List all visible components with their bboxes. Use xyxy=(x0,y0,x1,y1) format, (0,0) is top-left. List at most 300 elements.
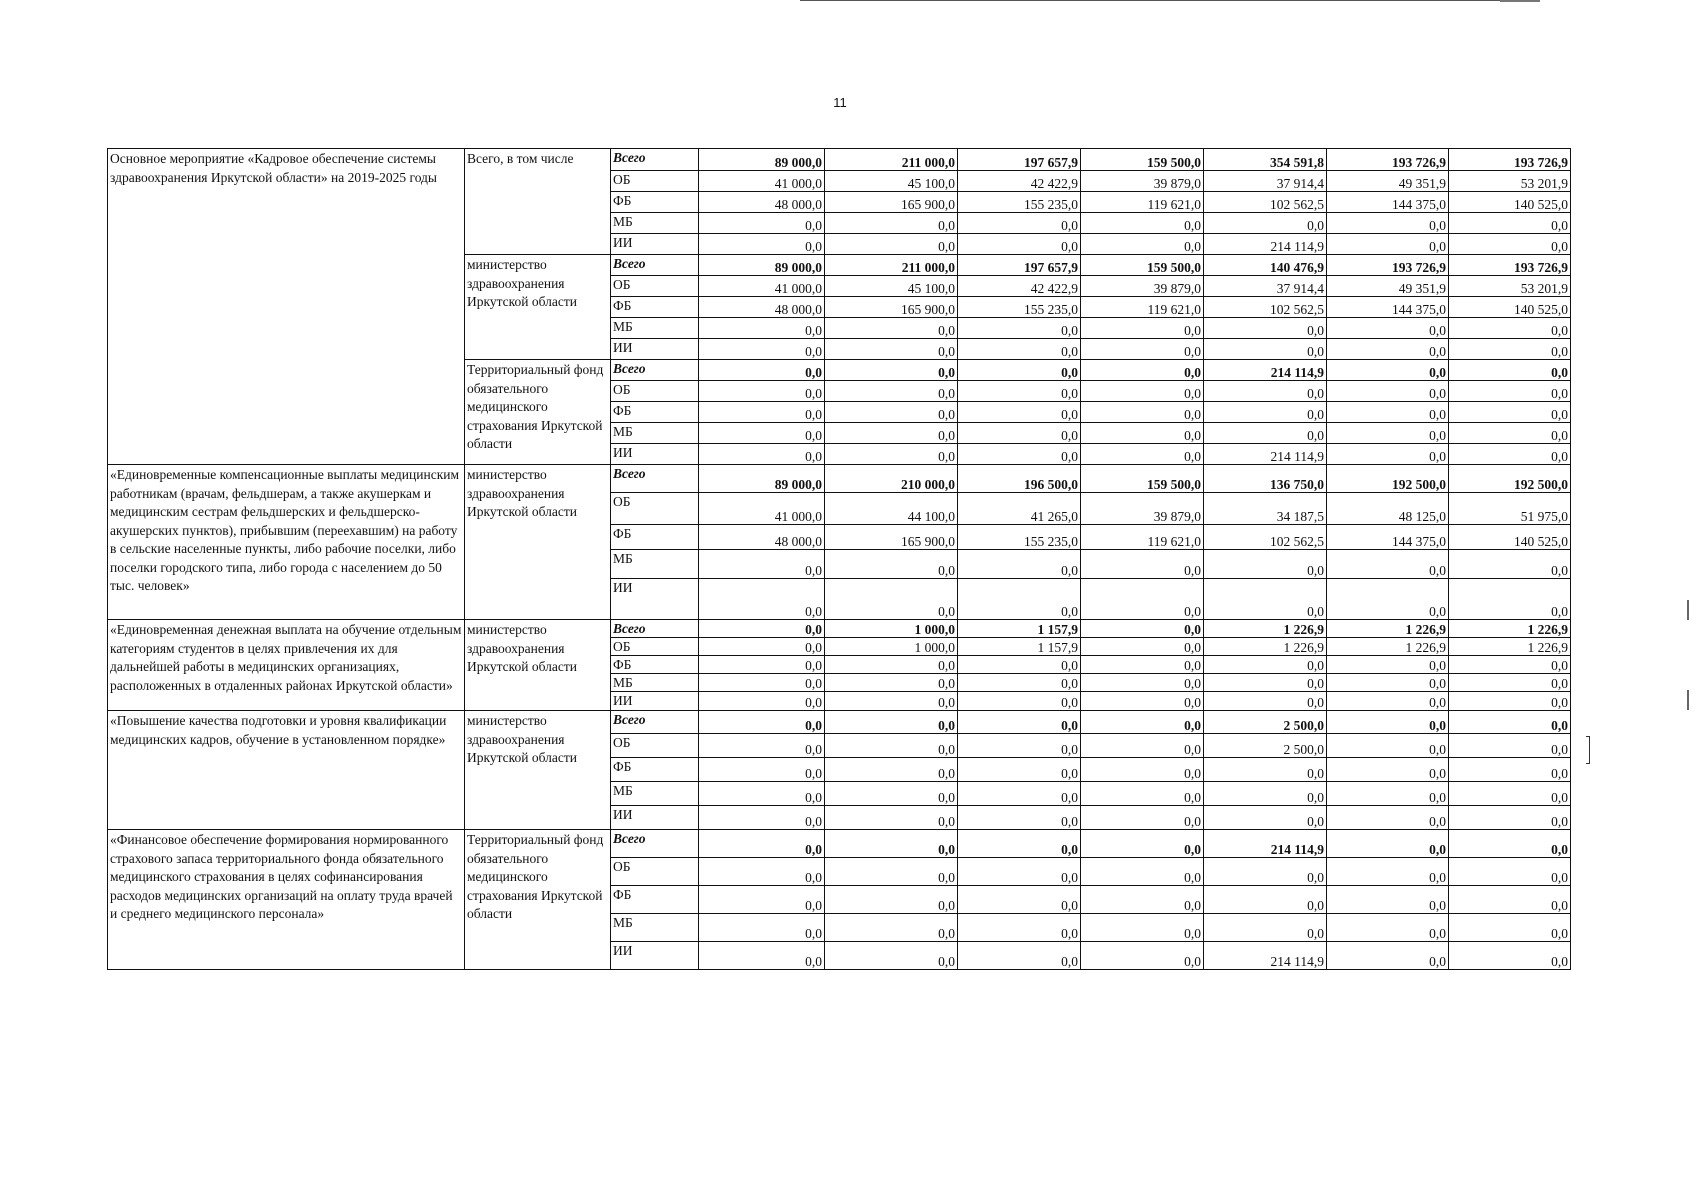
amount-cell: 41 000,0 xyxy=(699,276,825,297)
activity-description: «Финансовое обеспечение формирования нормированного страхового запаса территориального фонда обязательного медицинского страхования в целях софинансирования расходов медицинских организаций на оплату труда врачей и среднего медицинского персонала» xyxy=(108,830,465,970)
amount-cell: 0,0 xyxy=(1081,579,1204,620)
table-row xyxy=(108,149,1571,171)
amount-cell: 0,0 xyxy=(1081,381,1204,402)
amount-cell: 0,0 xyxy=(1327,806,1449,830)
amount-cell: 0,0 xyxy=(1327,234,1449,255)
table-row xyxy=(108,465,1571,493)
amount-cell: 89 000,0 xyxy=(699,255,825,276)
executor-cell: министерство здравоохранения Иркутской области xyxy=(465,465,611,620)
amount-cell: 0,0 xyxy=(825,656,958,674)
amount-cell: 0,0 xyxy=(1081,758,1204,782)
amount-cell: 0,0 xyxy=(1449,213,1571,234)
amount-cell: 39 879,0 xyxy=(1081,276,1204,297)
amount-cell: 0,0 xyxy=(1449,550,1571,579)
amount-cell: 0,0 xyxy=(825,734,958,758)
amount-cell: 0,0 xyxy=(699,886,825,914)
funding-source-cell: МБ xyxy=(611,423,699,444)
amount-cell: 0,0 xyxy=(1081,734,1204,758)
amount-cell: 0,0 xyxy=(699,339,825,360)
amount-cell: 0,0 xyxy=(958,402,1081,423)
page-number: 11 xyxy=(833,95,847,110)
amount-cell: 2 500,0 xyxy=(1204,734,1327,758)
amount-cell: 0,0 xyxy=(1081,886,1204,914)
amount-cell: 0,0 xyxy=(1204,402,1327,423)
amount-cell: 0,0 xyxy=(1327,402,1449,423)
amount-cell: 0,0 xyxy=(958,213,1081,234)
amount-cell: 0,0 xyxy=(1081,339,1204,360)
executor-cell: Территориальный фонд обязательного медицинского страхования Иркутской области xyxy=(465,360,611,465)
amount-cell: 1 000,0 xyxy=(825,638,958,656)
activity-description: «Единовременная денежная выплата на обучение отдельным категориям студентов в целях привлечения их для дальнейшей работы в медицинских организациях, расположенных в отдаленных районах Иркутской области» xyxy=(108,620,465,711)
amount-cell: 42 422,9 xyxy=(958,171,1081,192)
amount-cell: 0,0 xyxy=(699,942,825,970)
amount-cell: 0,0 xyxy=(958,734,1081,758)
activity-description: «Единовременные компенсационные выплаты медицинским работникам (врачам, фельдшерам, а также акушеркам и медицинским сестрам фельдшерских и фельдшерско-акушерских пунктов), прибывшим (переехавшим) на работу в сельские населенные пункты, либо рабочие поселки, либо поселки городского типа, либо города с населением до 50 тыс. человек» xyxy=(108,465,465,620)
amount-cell: 1 226,9 xyxy=(1449,638,1571,656)
amount-cell: 0,0 xyxy=(1204,213,1327,234)
amount-cell: 214 114,9 xyxy=(1204,234,1327,255)
funding-source-cell: МБ xyxy=(611,550,699,579)
amount-cell: 39 879,0 xyxy=(1081,171,1204,192)
amount-cell: 197 657,9 xyxy=(958,149,1081,171)
budget-table xyxy=(107,148,1571,970)
amount-cell: 0,0 xyxy=(958,886,1081,914)
amount-cell: 155 235,0 xyxy=(958,192,1081,213)
amount-cell: 0,0 xyxy=(1449,360,1571,381)
amount-cell: 0,0 xyxy=(699,674,825,692)
amount-cell: 0,0 xyxy=(1449,711,1571,734)
funding-source-cell: ИИ xyxy=(611,579,699,620)
amount-cell: 0,0 xyxy=(699,858,825,886)
amount-cell: 0,0 xyxy=(1081,674,1204,692)
amount-cell: 0,0 xyxy=(1449,381,1571,402)
amount-cell: 0,0 xyxy=(825,886,958,914)
amount-cell: 0,0 xyxy=(1204,692,1327,711)
amount-cell: 39 879,0 xyxy=(1081,493,1204,525)
amount-cell: 0,0 xyxy=(825,579,958,620)
funding-source-cell: Всего xyxy=(611,830,699,858)
amount-cell: 0,0 xyxy=(1327,782,1449,806)
amount-cell: 0,0 xyxy=(699,638,825,656)
amount-cell: 0,0 xyxy=(1204,423,1327,444)
amount-cell: 140 476,9 xyxy=(1204,255,1327,276)
amount-cell: 49 351,9 xyxy=(1327,171,1449,192)
amount-cell: 159 500,0 xyxy=(1081,465,1204,493)
amount-cell: 48 000,0 xyxy=(699,192,825,213)
amount-cell: 0,0 xyxy=(825,213,958,234)
amount-cell: 0,0 xyxy=(825,381,958,402)
amount-cell: 0,0 xyxy=(1081,782,1204,806)
amount-cell: 196 500,0 xyxy=(958,465,1081,493)
amount-cell: 0,0 xyxy=(958,381,1081,402)
amount-cell: 0,0 xyxy=(699,830,825,858)
amount-cell: 0,0 xyxy=(1204,674,1327,692)
amount-cell: 0,0 xyxy=(699,782,825,806)
amount-cell: 0,0 xyxy=(1081,942,1204,970)
scan-top-line xyxy=(800,0,1540,1)
amount-cell: 0,0 xyxy=(1081,423,1204,444)
funding-source-cell: ИИ xyxy=(611,806,699,830)
table-row xyxy=(108,830,1571,858)
funding-source-cell: Всего xyxy=(611,465,699,493)
executor-cell: Всего, в том числе xyxy=(465,149,611,255)
activity-description: Основное мероприятие «Кадровое обеспечение системы здравоохранения Иркутской области» на 2019-2025 годы xyxy=(108,149,465,465)
amount-cell: 0,0 xyxy=(1449,886,1571,914)
amount-cell: 0,0 xyxy=(699,550,825,579)
amount-cell: 0,0 xyxy=(699,234,825,255)
funding-source-cell: ОБ xyxy=(611,276,699,297)
amount-cell: 0,0 xyxy=(1327,579,1449,620)
amount-cell: 159 500,0 xyxy=(1081,149,1204,171)
amount-cell: 0,0 xyxy=(825,858,958,886)
amount-cell: 37 914,4 xyxy=(1204,276,1327,297)
amount-cell: 0,0 xyxy=(958,914,1081,942)
amount-cell: 0,0 xyxy=(1081,806,1204,830)
amount-cell: 0,0 xyxy=(825,423,958,444)
amount-cell: 0,0 xyxy=(1327,423,1449,444)
funding-source-cell: ОБ xyxy=(611,171,699,192)
amount-cell: 0,0 xyxy=(1081,638,1204,656)
amount-cell: 0,0 xyxy=(1327,318,1449,339)
amount-cell: 165 900,0 xyxy=(825,297,958,318)
amount-cell: 211 000,0 xyxy=(825,149,958,171)
amount-cell: 0,0 xyxy=(1449,674,1571,692)
amount-cell: 0,0 xyxy=(1327,360,1449,381)
amount-cell: 41 000,0 xyxy=(699,171,825,192)
amount-cell: 0,0 xyxy=(699,402,825,423)
amount-cell: 0,0 xyxy=(1081,550,1204,579)
amount-cell: 0,0 xyxy=(958,656,1081,674)
amount-cell: 0,0 xyxy=(1449,734,1571,758)
amount-cell: 0,0 xyxy=(958,360,1081,381)
amount-cell: 0,0 xyxy=(699,213,825,234)
amount-cell: 0,0 xyxy=(699,444,825,465)
amount-cell: 193 726,9 xyxy=(1449,149,1571,171)
amount-cell: 0,0 xyxy=(958,692,1081,711)
amount-cell: 0,0 xyxy=(825,402,958,423)
amount-cell: 140 525,0 xyxy=(1449,192,1571,213)
amount-cell: 0,0 xyxy=(958,550,1081,579)
amount-cell: 89 000,0 xyxy=(699,149,825,171)
amount-cell: 0,0 xyxy=(1081,830,1204,858)
amount-cell: 0,0 xyxy=(1081,318,1204,339)
amount-cell: 0,0 xyxy=(825,318,958,339)
amount-cell: 197 657,9 xyxy=(958,255,1081,276)
amount-cell: 159 500,0 xyxy=(1081,255,1204,276)
activity-description: «Повышение качества подготовки и уровня квалификации медицинских кадров, обучение в установленном порядке» xyxy=(108,711,465,830)
amount-cell: 0,0 xyxy=(958,579,1081,620)
amount-cell: 0,0 xyxy=(958,758,1081,782)
amount-cell: 102 562,5 xyxy=(1204,525,1327,550)
amount-cell: 0,0 xyxy=(1449,423,1571,444)
amount-cell: 165 900,0 xyxy=(825,525,958,550)
amount-cell: 0,0 xyxy=(1327,758,1449,782)
amount-cell: 0,0 xyxy=(1327,550,1449,579)
funding-source-cell: Всего xyxy=(611,360,699,381)
amount-cell: 0,0 xyxy=(825,711,958,734)
amount-cell: 0,0 xyxy=(958,806,1081,830)
amount-cell: 0,0 xyxy=(1449,914,1571,942)
amount-cell: 0,0 xyxy=(825,942,958,970)
amount-cell: 0,0 xyxy=(1449,830,1571,858)
amount-cell: 0,0 xyxy=(825,692,958,711)
amount-cell: 1 226,9 xyxy=(1204,620,1327,638)
amount-cell: 2 500,0 xyxy=(1204,711,1327,734)
amount-cell: 0,0 xyxy=(1081,914,1204,942)
amount-cell: 0,0 xyxy=(958,234,1081,255)
amount-cell: 211 000,0 xyxy=(825,255,958,276)
amount-cell: 0,0 xyxy=(699,734,825,758)
amount-cell: 0,0 xyxy=(1204,758,1327,782)
amount-cell: 354 591,8 xyxy=(1204,149,1327,171)
amount-cell: 0,0 xyxy=(825,234,958,255)
funding-source-cell: МБ xyxy=(611,674,699,692)
amount-cell: 0,0 xyxy=(1081,213,1204,234)
amount-cell: 0,0 xyxy=(1081,656,1204,674)
amount-cell: 0,0 xyxy=(699,318,825,339)
amount-cell: 0,0 xyxy=(1081,444,1204,465)
funding-source-cell: МБ xyxy=(611,914,699,942)
amount-cell: 0,0 xyxy=(958,444,1081,465)
amount-cell: 0,0 xyxy=(699,656,825,674)
amount-cell: 192 500,0 xyxy=(1327,465,1449,493)
funding-source-cell: ОБ xyxy=(611,734,699,758)
amount-cell: 0,0 xyxy=(1449,579,1571,620)
amount-cell: 0,0 xyxy=(1081,234,1204,255)
amount-cell: 53 201,9 xyxy=(1449,276,1571,297)
scan-top-line-dash xyxy=(1500,0,1540,2)
amount-cell: 0,0 xyxy=(1204,782,1327,806)
amount-cell: 0,0 xyxy=(699,711,825,734)
amount-cell: 0,0 xyxy=(1081,692,1204,711)
amount-cell: 0,0 xyxy=(958,711,1081,734)
amount-cell: 0,0 xyxy=(1327,444,1449,465)
amount-cell: 1 226,9 xyxy=(1327,620,1449,638)
amount-cell: 41 265,0 xyxy=(958,493,1081,525)
amount-cell: 0,0 xyxy=(958,674,1081,692)
amount-cell: 0,0 xyxy=(1081,858,1204,886)
amount-cell: 0,0 xyxy=(825,830,958,858)
amount-cell: 48 000,0 xyxy=(699,297,825,318)
amount-cell: 0,0 xyxy=(699,381,825,402)
executor-cell: министерство здравоохранения Иркутской области xyxy=(465,620,611,711)
amount-cell: 0,0 xyxy=(958,423,1081,444)
amount-cell: 0,0 xyxy=(699,806,825,830)
amount-cell: 0,0 xyxy=(1204,318,1327,339)
amount-cell: 45 100,0 xyxy=(825,171,958,192)
amount-cell: 48 125,0 xyxy=(1327,493,1449,525)
amount-cell: 0,0 xyxy=(699,914,825,942)
funding-source-cell: Всего xyxy=(611,255,699,276)
executor-cell: министерство здравоохранения Иркутской области xyxy=(465,255,611,360)
amount-cell: 0,0 xyxy=(1204,806,1327,830)
amount-cell: 0,0 xyxy=(1449,858,1571,886)
amount-cell: 0,0 xyxy=(825,806,958,830)
table-row xyxy=(108,711,1571,734)
amount-cell: 155 235,0 xyxy=(958,297,1081,318)
amount-cell: 140 525,0 xyxy=(1449,525,1571,550)
funding-source-cell: Всего xyxy=(611,620,699,638)
amount-cell: 0,0 xyxy=(825,550,958,579)
amount-cell: 0,0 xyxy=(1327,674,1449,692)
amount-cell: 0,0 xyxy=(958,782,1081,806)
amount-cell: 0,0 xyxy=(1327,711,1449,734)
amount-cell: 53 201,9 xyxy=(1449,171,1571,192)
funding-source-cell: ФБ xyxy=(611,297,699,318)
amount-cell: 0,0 xyxy=(1449,339,1571,360)
amount-cell: 0,0 xyxy=(1449,234,1571,255)
amount-cell: 0,0 xyxy=(1327,886,1449,914)
amount-cell: 0,0 xyxy=(1327,914,1449,942)
amount-cell: 0,0 xyxy=(699,360,825,381)
amount-cell: 0,0 xyxy=(1449,402,1571,423)
amount-cell: 0,0 xyxy=(699,620,825,638)
budget-table-body xyxy=(108,149,1571,970)
executor-cell: Территориальный фонд обязательного медицинского страхования Иркутской области xyxy=(465,830,611,970)
amount-cell: 0,0 xyxy=(1204,858,1327,886)
amount-cell: 0,0 xyxy=(1449,806,1571,830)
amount-cell: 0,0 xyxy=(958,942,1081,970)
amount-cell: 0,0 xyxy=(825,360,958,381)
amount-cell: 0,0 xyxy=(699,692,825,711)
amount-cell: 48 000,0 xyxy=(699,525,825,550)
funding-source-cell: ФБ xyxy=(611,656,699,674)
amount-cell: 1 157,9 xyxy=(958,638,1081,656)
funding-source-cell: ИИ xyxy=(611,234,699,255)
funding-source-cell: ИИ xyxy=(611,339,699,360)
funding-source-cell: ОБ xyxy=(611,638,699,656)
funding-source-cell: ФБ xyxy=(611,192,699,213)
amount-cell: 0,0 xyxy=(1081,620,1204,638)
amount-cell: 0,0 xyxy=(1449,692,1571,711)
amount-cell: 144 375,0 xyxy=(1327,525,1449,550)
funding-source-cell: ФБ xyxy=(611,758,699,782)
amount-cell: 0,0 xyxy=(1204,579,1327,620)
funding-source-cell: ФБ xyxy=(611,402,699,423)
amount-cell: 0,0 xyxy=(1204,886,1327,914)
scan-edge-mark xyxy=(1687,690,1689,710)
amount-cell: 119 621,0 xyxy=(1081,525,1204,550)
amount-cell: 0,0 xyxy=(825,339,958,360)
amount-cell: 0,0 xyxy=(1449,782,1571,806)
funding-source-cell: МБ xyxy=(611,782,699,806)
amount-cell: 0,0 xyxy=(1204,550,1327,579)
amount-cell: 89 000,0 xyxy=(699,465,825,493)
amount-cell: 1 226,9 xyxy=(1327,638,1449,656)
funding-source-cell: ИИ xyxy=(611,942,699,970)
amount-cell: 192 500,0 xyxy=(1449,465,1571,493)
amount-cell: 0,0 xyxy=(1449,444,1571,465)
amount-cell: 214 114,9 xyxy=(1204,942,1327,970)
amount-cell: 49 351,9 xyxy=(1327,276,1449,297)
funding-source-cell: ФБ xyxy=(611,525,699,550)
amount-cell: 0,0 xyxy=(1327,830,1449,858)
funding-source-cell: Всего xyxy=(611,711,699,734)
amount-cell: 1 226,9 xyxy=(1449,620,1571,638)
amount-cell: 0,0 xyxy=(1204,656,1327,674)
amount-cell: 0,0 xyxy=(958,830,1081,858)
amount-cell: 193 726,9 xyxy=(1327,255,1449,276)
amount-cell: 0,0 xyxy=(699,423,825,444)
amount-cell: 0,0 xyxy=(825,674,958,692)
amount-cell: 214 114,9 xyxy=(1204,830,1327,858)
amount-cell: 0,0 xyxy=(825,444,958,465)
amount-cell: 140 525,0 xyxy=(1449,297,1571,318)
amount-cell: 0,0 xyxy=(1081,360,1204,381)
amount-cell: 214 114,9 xyxy=(1204,360,1327,381)
amount-cell: 136 750,0 xyxy=(1204,465,1327,493)
amount-cell: 1 157,9 xyxy=(958,620,1081,638)
amount-cell: 34 187,5 xyxy=(1204,493,1327,525)
amount-cell: 42 422,9 xyxy=(958,276,1081,297)
amount-cell: 0,0 xyxy=(1449,758,1571,782)
amount-cell: 0,0 xyxy=(825,782,958,806)
funding-source-cell: ОБ xyxy=(611,381,699,402)
amount-cell: 0,0 xyxy=(1327,213,1449,234)
amount-cell: 102 562,5 xyxy=(1204,297,1327,318)
amount-cell: 45 100,0 xyxy=(825,276,958,297)
amount-cell: 214 114,9 xyxy=(1204,444,1327,465)
amount-cell: 37 914,4 xyxy=(1204,171,1327,192)
amount-cell: 1 226,9 xyxy=(1204,638,1327,656)
scan-edge-mark xyxy=(1687,600,1689,620)
amount-cell: 0,0 xyxy=(958,318,1081,339)
amount-cell: 0,0 xyxy=(699,758,825,782)
amount-cell: 102 562,5 xyxy=(1204,192,1327,213)
funding-source-cell: ФБ xyxy=(611,886,699,914)
amount-cell: 119 621,0 xyxy=(1081,192,1204,213)
amount-cell: 0,0 xyxy=(1327,656,1449,674)
amount-cell: 1 000,0 xyxy=(825,620,958,638)
amount-cell: 41 000,0 xyxy=(699,493,825,525)
amount-cell: 0,0 xyxy=(1081,402,1204,423)
amount-cell: 0,0 xyxy=(1327,381,1449,402)
amount-cell: 155 235,0 xyxy=(958,525,1081,550)
amount-cell: 193 726,9 xyxy=(1449,255,1571,276)
amount-cell: 0,0 xyxy=(1327,339,1449,360)
amount-cell: 44 100,0 xyxy=(825,493,958,525)
amount-cell: 144 375,0 xyxy=(1327,297,1449,318)
amount-cell: 210 000,0 xyxy=(825,465,958,493)
funding-source-cell: Всего xyxy=(611,149,699,171)
funding-source-cell: ИИ xyxy=(611,692,699,711)
amount-cell: 0,0 xyxy=(699,579,825,620)
amount-cell: 119 621,0 xyxy=(1081,297,1204,318)
amount-cell: 0,0 xyxy=(1327,692,1449,711)
table-row xyxy=(108,620,1571,638)
funding-source-cell: ОБ xyxy=(611,858,699,886)
amount-cell: 0,0 xyxy=(825,914,958,942)
amount-cell: 0,0 xyxy=(1449,942,1571,970)
funding-source-cell: МБ xyxy=(611,213,699,234)
scan-side-mark xyxy=(1586,736,1590,764)
amount-cell: 144 375,0 xyxy=(1327,192,1449,213)
amount-cell: 0,0 xyxy=(1327,858,1449,886)
funding-source-cell: ИИ xyxy=(611,444,699,465)
amount-cell: 0,0 xyxy=(825,758,958,782)
amount-cell: 0,0 xyxy=(1327,734,1449,758)
amount-cell: 0,0 xyxy=(1327,942,1449,970)
amount-cell: 0,0 xyxy=(1204,381,1327,402)
amount-cell: 0,0 xyxy=(1081,711,1204,734)
amount-cell: 193 726,9 xyxy=(1327,149,1449,171)
amount-cell: 0,0 xyxy=(1204,339,1327,360)
amount-cell: 165 900,0 xyxy=(825,192,958,213)
funding-source-cell: МБ xyxy=(611,318,699,339)
amount-cell: 0,0 xyxy=(1449,318,1571,339)
amount-cell: 51 975,0 xyxy=(1449,493,1571,525)
amount-cell: 0,0 xyxy=(1449,656,1571,674)
